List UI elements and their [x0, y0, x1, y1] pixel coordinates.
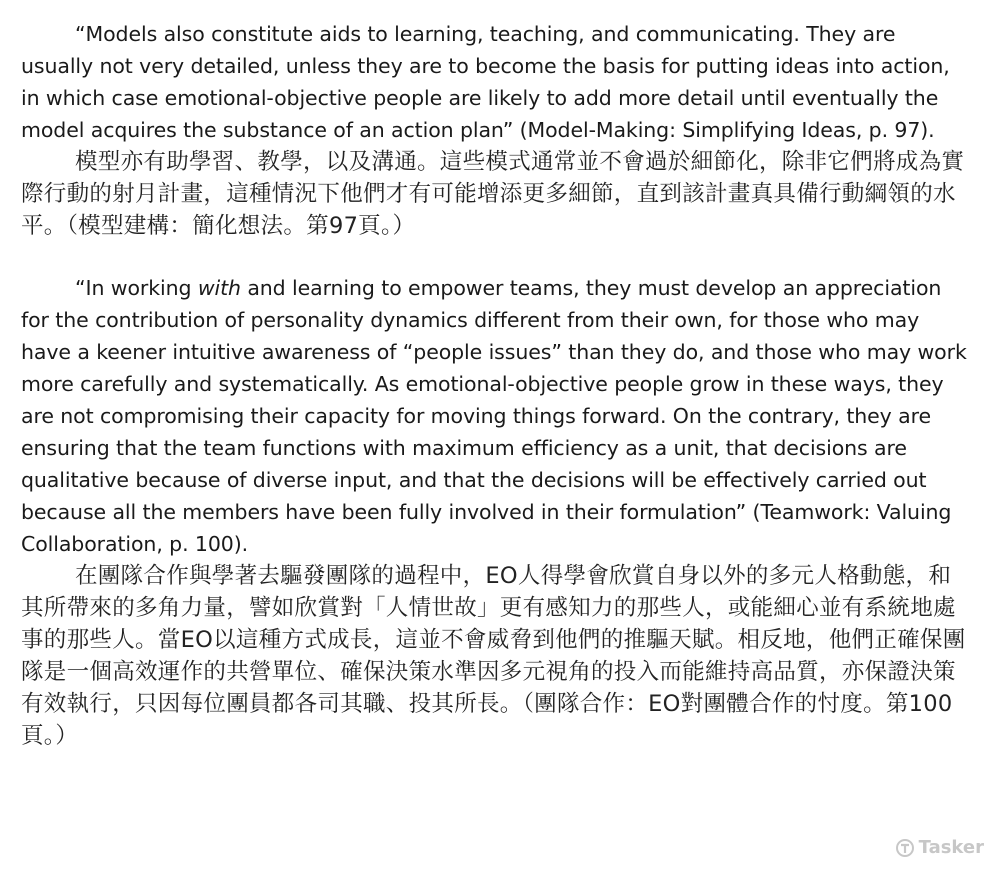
paragraph-gap — [21, 242, 971, 272]
quote-1-chinese: 模型亦有助學習、教學，以及溝通。這些模式通常並不會過於細節化，除非它們將成為實際行動的射月計畫，這種情況下他們才有可能增添更多細節，直到該計畫真具備行動綱領的水平。（模型建構：簡化想法。第97頁。） — [21, 149, 965, 239]
quote-2-text-start: “In working — [75, 276, 198, 300]
document-body — [21, 18, 971, 752]
quote-2-chinese: 在團隊合作與學著去驅發團隊的過程中，EO人得學會欣賞自身以外的多元人格動態，和其所帶來的多角力量，譬如欣賞對「人情世故」更有感知力的那些人，或能細心並有系統地處事的那些人。當EO以這種方式成長，這並不會威脅到他們的推驅天賦。相反地，他們正確保團隊是一個高效運作的共營單位、確保決策水準因多元視角的投入而能維持高品質，亦保證決策有效執行，只因每位團員都各司其職、投其所長。（團隊合作：EO對團體合作的忖度。第100頁。） — [21, 563, 966, 749]
quote-2-emphasis: with — [197, 276, 241, 300]
quote-2-text-rest: and learning to empower teams, they must develop an appreciation for the contribution of personality dynamics different from their own, for those who may have a keener intuitive awareness of “people issues” than they do, and those who may work more carefully and systematically. As emotional-objective people grow in these ways, they are not compromising their capacity for moving things forward. On the contrary, they are ensuring that the team functions with maximum efficiency as a unit, that decisions are qualitative because of diverse input, and that the decisions will be effectively carried out because all the members have been fully involved in their formulation” (Teamwork: Valuing Collaboration, p. 100). — [21, 276, 967, 556]
watermark — [895, 837, 984, 858]
quote-1-english: “Models also constitute aids to learning, teaching, and communicating. They are usually not very detailed, unless they are to become the basis for putting ideas into action, in which case emotional-objective people are likely to add more detail until eventually the model acquires the substance of an action plan” (Model-Making: Simplifying Ideas, p. 97). — [21, 22, 950, 142]
watermark-text: Tasker — [918, 837, 984, 858]
tasker-logo-icon — [895, 838, 915, 858]
quote-2-english — [21, 272, 971, 560]
